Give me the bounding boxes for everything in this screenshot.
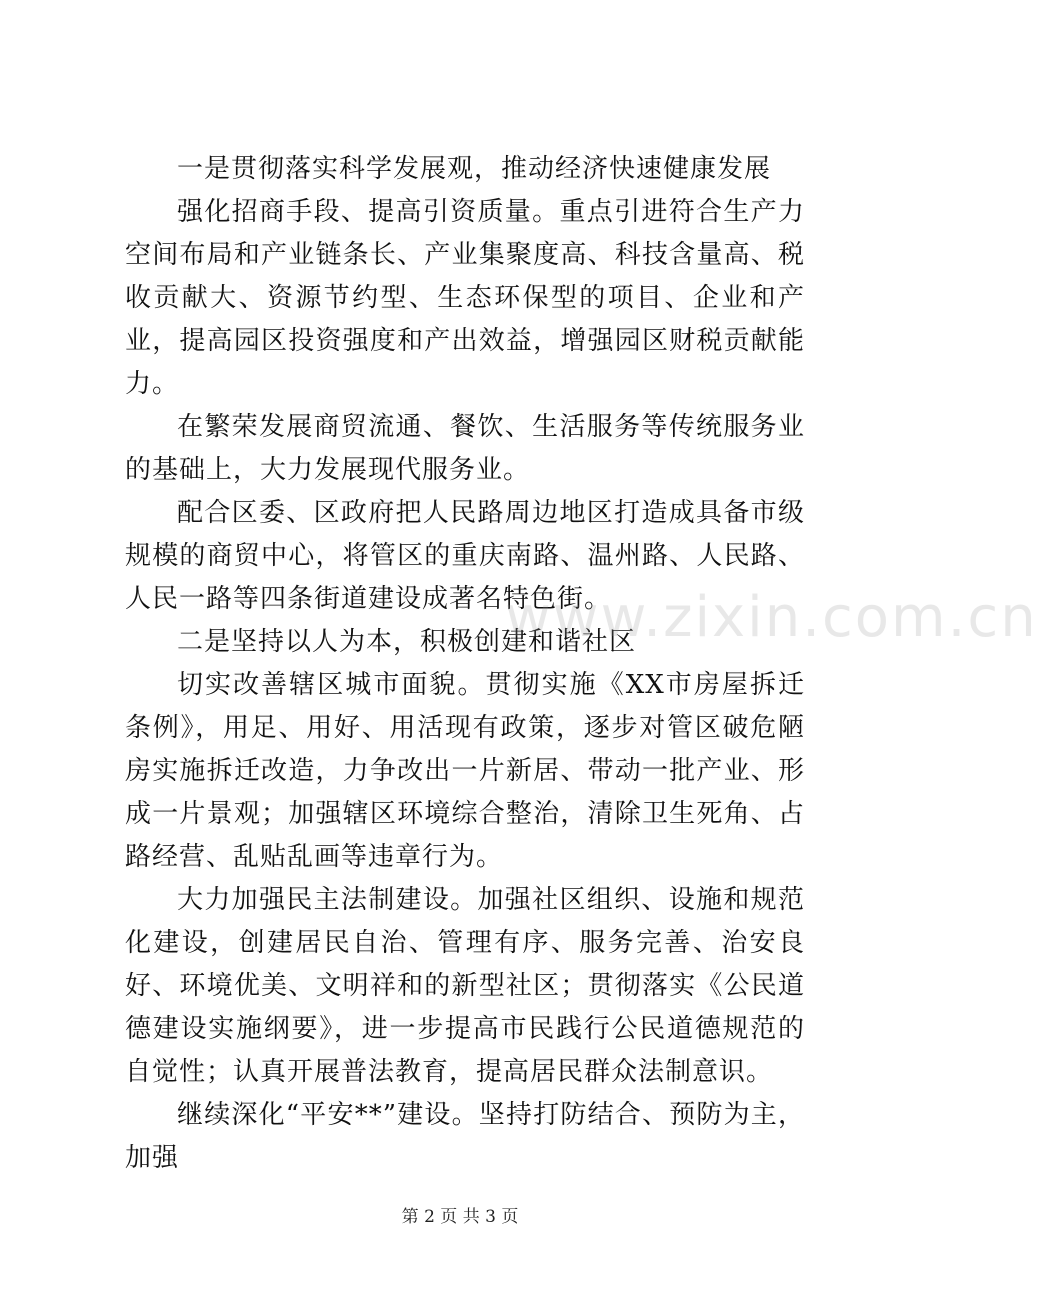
- document-body: [125, 148, 805, 1180]
- paragraph: 切实改善辖区城市面貌。贯彻实施《XX市房屋拆迁条例》，用足、用好、用活现有政策，逐步对管区破危陋房实施拆迁改造，力争改出一片新居、带动一批产业、形成一片景观；加强辖区环境综合整治，清除卫生死角、占路经营、乱贴乱画等违章行为。: [125, 670, 805, 872]
- paragraph: 在繁荣发展商贸流通、餐饮、生活服务等传统服务业的基础上，大力发展现代服务业。: [125, 412, 805, 485]
- paragraph-heading-2: 二是坚持以人为本，积极创建和谐社区: [177, 627, 637, 657]
- paragraph: 继续深化“平安**”建设。坚持打防结合、预防为主，加强: [125, 1100, 805, 1173]
- page-footer: 第 2 页 共 3 页: [401, 1207, 519, 1227]
- watermark: www.zixin.com.cn: [505, 585, 1038, 650]
- paragraph: 大力加强民主法制建设。加强社区组织、设施和规范化建设，创建居民自治、管理有序、服务完善、治安良好、环境优美、文明祥和的新型社区；贯彻落实《公民道德建设实施纲要》，进一步提高市民践行公民道德规范的自觉性；认真开展普法教育，提高居民群众法制意识。: [125, 885, 805, 1087]
- paragraph: 配合区委、区政府把人民路周边地区打造成具备市级规模的商贸中心，将管区的重庆南路、温州路、人民路、人民一路等四条街道建设成著名特色街。: [125, 498, 805, 614]
- paragraph-heading-1: 一是贯彻落实科学发展观，推动经济快速健康发展: [177, 154, 772, 184]
- paragraph: 强化招商手段、提高引资质量。重点引进符合生产力空间布局和产业链条长、产业集聚度高、科技含量高、税收贡献大、资源节约型、生态环保型的项目、企业和产业，提高园区投资强度和产出效益，增强园区财税贡献能力。: [125, 197, 805, 399]
